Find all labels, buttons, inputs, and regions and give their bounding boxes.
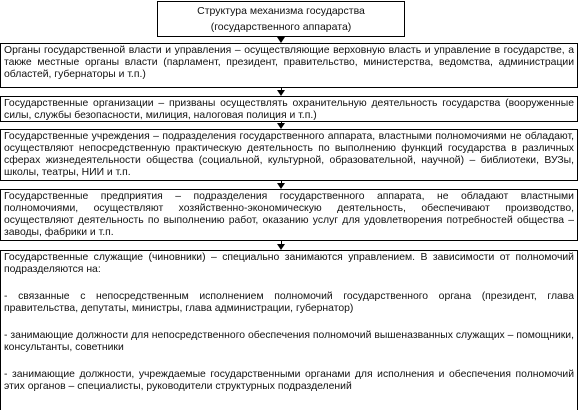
civil-servants-item: - занимающие должности для непосредственного обеспечения полномочий вышеназванных служащих – помощники, консультанты, советники [4,330,574,353]
diagram-subtitle: (государственного аппарата) [210,21,352,33]
civil-servants-intro: Государственные служащие (чиновники) – специально занимаются управлением. В зависимости от полномочий подразделяются на: [4,252,574,275]
civil-servants-item: - связанные с непосредственным исполнением полномочий государственного органа (президент, глава правительства, депутаты, министры, глава администрации, губернатор) [4,291,574,314]
civil-servants-item: - занимающие должности, учреждаемые государственными органами для исполнения и обеспечения полномочий этих органов – специалисты, руководители структурных подразделений [4,369,574,392]
diagram-title-box [157,1,405,37]
block-state-institutions: Государственные учреждения – подразделения государственного аппарата, властными полномочиями не обладают, осуществляют непосредственную практическую деятельность по выполнению функций государства в различных сферах жизнедеятельности общества (социальной, культурной, образовательной, научной) – библиотеки, ВУЗы, школы, театры, НИИ и т.п. [0,129,578,181]
block-civil-servants [0,250,578,410]
block-state-organizations: Государственные организации – призваны осуществлять охранительную деятельность государства (вооруженные силы, службы безопасности, милиция, налоговая полиция и т.п.) [0,96,578,122]
block-government-bodies: Органы государственной власти и управления – осуществляющие верховную власть и управление в государстве, а также местные органы власти (парламент, президент, правительство, министерства, ведомства, администрации областей, губернаторы и т.п.) [0,43,578,88]
block-state-enterprises: Государственные предприятия – подразделения государственного аппарата, не обладают властными полномочиями, осуществляют хозяйственно-экономическую деятельность, обеспечивают производство, осуществляют деятельность по выполнению работ, оказанию услуг для удовлетворения потребностей общества – заводы, фабрики и т.п. [0,189,578,241]
diagram-title: Структура механизма государства [197,5,365,17]
